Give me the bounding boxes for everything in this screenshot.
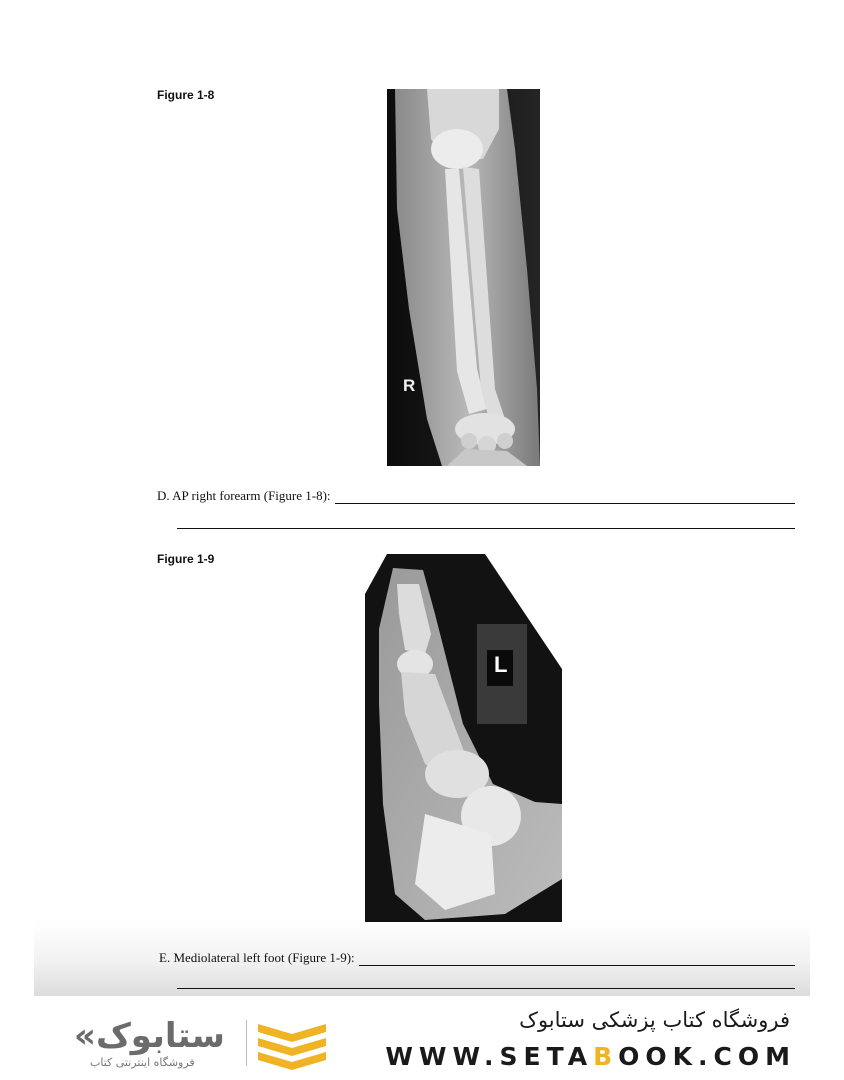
figure-label: Figure 1-9: [157, 552, 215, 566]
shop-url-link[interactable]: [385, 1042, 796, 1071]
question-d-text: D. AP right forearm (Figure 1-8):: [157, 488, 331, 503]
answer-line[interactable]: [177, 988, 795, 989]
shop-title: فروشگاه کتاب پزشکی ستابوک: [519, 1008, 790, 1032]
question-d: [157, 488, 795, 504]
left-side-marker: L: [494, 652, 508, 677]
url-part: OOK.COM: [618, 1042, 796, 1071]
url-part: WWW.SETA: [385, 1042, 594, 1071]
url-highlight: B: [593, 1042, 619, 1071]
answer-line[interactable]: [177, 528, 795, 529]
foot-xray-image: [365, 554, 562, 923]
figure-label: Figure 1-8: [157, 88, 215, 102]
question-e: [159, 950, 795, 966]
logo-wordmark: «ستابوک: [74, 1016, 225, 1056]
question-e-text: E. Mediolateral left foot (Figure 1-9):: [159, 950, 355, 965]
answer-line[interactable]: [359, 955, 795, 966]
book-stack-icon: [256, 1020, 328, 1075]
forearm-xray-image: [387, 89, 540, 466]
answer-line[interactable]: [335, 493, 795, 504]
divider: [246, 1020, 247, 1066]
logo-subtitle: فروشگاه اینترنتی کتاب: [90, 1056, 195, 1069]
right-side-marker: R: [403, 376, 416, 395]
